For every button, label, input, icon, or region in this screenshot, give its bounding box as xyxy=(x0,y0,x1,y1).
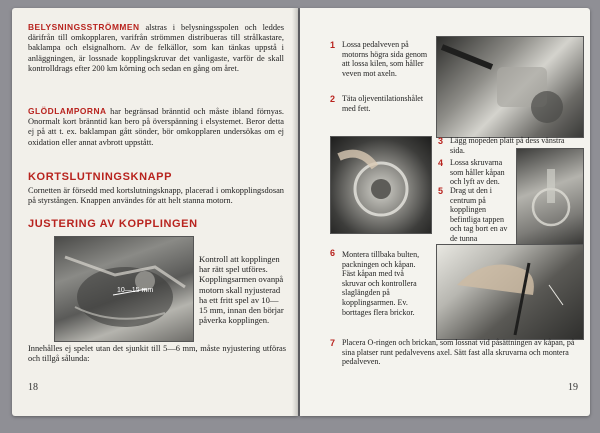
step-number-4: 4 xyxy=(438,158,444,168)
text-justering: Kontroll att kopplingen har rätt spel utföres. Kopplingsarmen ovanpå motorn skall nyjusterad ha ett fritt spel av 10—15 mm, innan den börjar påverka kopplingen. xyxy=(199,254,284,326)
clutch-cover-illustration xyxy=(331,137,431,233)
step-text-6: Montera tillbaka bulten, packningen och kåpan. Fäst kåpan med två skruvar och kontrollera slaglängden på kopplingsarmen. Ev. borttages flera brickor. xyxy=(342,250,420,317)
page-number-left: 18 xyxy=(28,382,38,393)
text-belysning: alstras i belysningsspolen och leddes därifrån till omkopplaren, varifrån strömmen distribueras till strålkastare, baklampa och elsignalhorn. Av de felkällor, som kan tänkas uppstå i anläggningen, är lossnade kopplingskruvar det vanligaste, varför de skall kontrolldrags efter 200 km körning och sedan en gång om året. xyxy=(28,23,285,73)
left-page xyxy=(12,8,298,416)
text-kortslutning: Cornetten är försedd med kortslutningsknapp, placerad i omkopplingsdosan på styrstången. Knappen användes för att helt stanna motorn. xyxy=(28,186,284,206)
right-page xyxy=(300,8,590,416)
section-belysning xyxy=(28,22,284,74)
step-text-1: Lossa pedalveven på motorns högra sida genom att lossa kilen, som håller veven mot axeln. xyxy=(342,40,428,78)
step-number-1: 1 xyxy=(330,40,336,50)
page-number-right: 19 xyxy=(568,382,578,393)
heading-glodlamporna: GLÖDLAMPORNA xyxy=(28,106,107,116)
engine-photo xyxy=(436,36,584,138)
section-glodlamporna xyxy=(28,106,284,148)
step-number-7: 7 xyxy=(330,338,336,348)
step-number-3: 3 xyxy=(438,136,444,146)
step-text-2: Täta oljeventilationshålet med fett. xyxy=(342,94,424,113)
heading-kortslutning: KORTSLUTNINGSKNAPP xyxy=(28,171,173,183)
text-bottom: Innehålles ej spelet utan det sjunkit till 5—6 mm, måste nyjustering utföras och tillgå sålunda: xyxy=(28,344,286,364)
hand-adjust-photo xyxy=(436,244,584,340)
step-text-3: Lägg mopeden platt på dess vänstra sida. xyxy=(450,136,565,155)
step-text-4: Lossa skruvarna som håller kåpan och lyft av den. xyxy=(450,158,505,187)
clutch-photo xyxy=(54,236,194,342)
step-number-2: 2 xyxy=(330,94,336,104)
step-number-6: 6 xyxy=(330,248,336,258)
text-glodlamporna: har begränsad bränntid och måste ibland förnyas. Onormalt kort bränntid kan bero på överspänning i elsystemet. Beror detta ej på att t. ex. baklampan gått sönder, bör omkopplaren undersökas om ej oxidation eller annat avbrott uppstått. xyxy=(28,107,285,147)
step-number-5: 5 xyxy=(438,186,444,196)
hand-adjust-illustration xyxy=(437,245,583,339)
step-text-5: Drag ut den i centrum på kopplingen befintliga tappen och tag bort en av de tunna xyxy=(450,186,508,243)
engine-photo-illustration xyxy=(437,37,583,137)
photo-measure-label: 10—15 mm xyxy=(117,287,154,294)
heading-belysning: BELYSNINGSSTRÖMMEN xyxy=(28,22,140,32)
step-text-7: Placera O-ringen och brickan, som lossnat vid påsättningen av kåpan, på sina platser runt pedalvevens axel. Sätt fast alla skruvarna och montera pedalveven. xyxy=(342,338,575,367)
heading-justering: JUSTERING AV KOPPLINGEN xyxy=(28,218,198,230)
clutch-cover-photo xyxy=(330,136,432,234)
bolt-photo xyxy=(516,148,584,250)
bolt-photo-illustration xyxy=(517,149,583,249)
